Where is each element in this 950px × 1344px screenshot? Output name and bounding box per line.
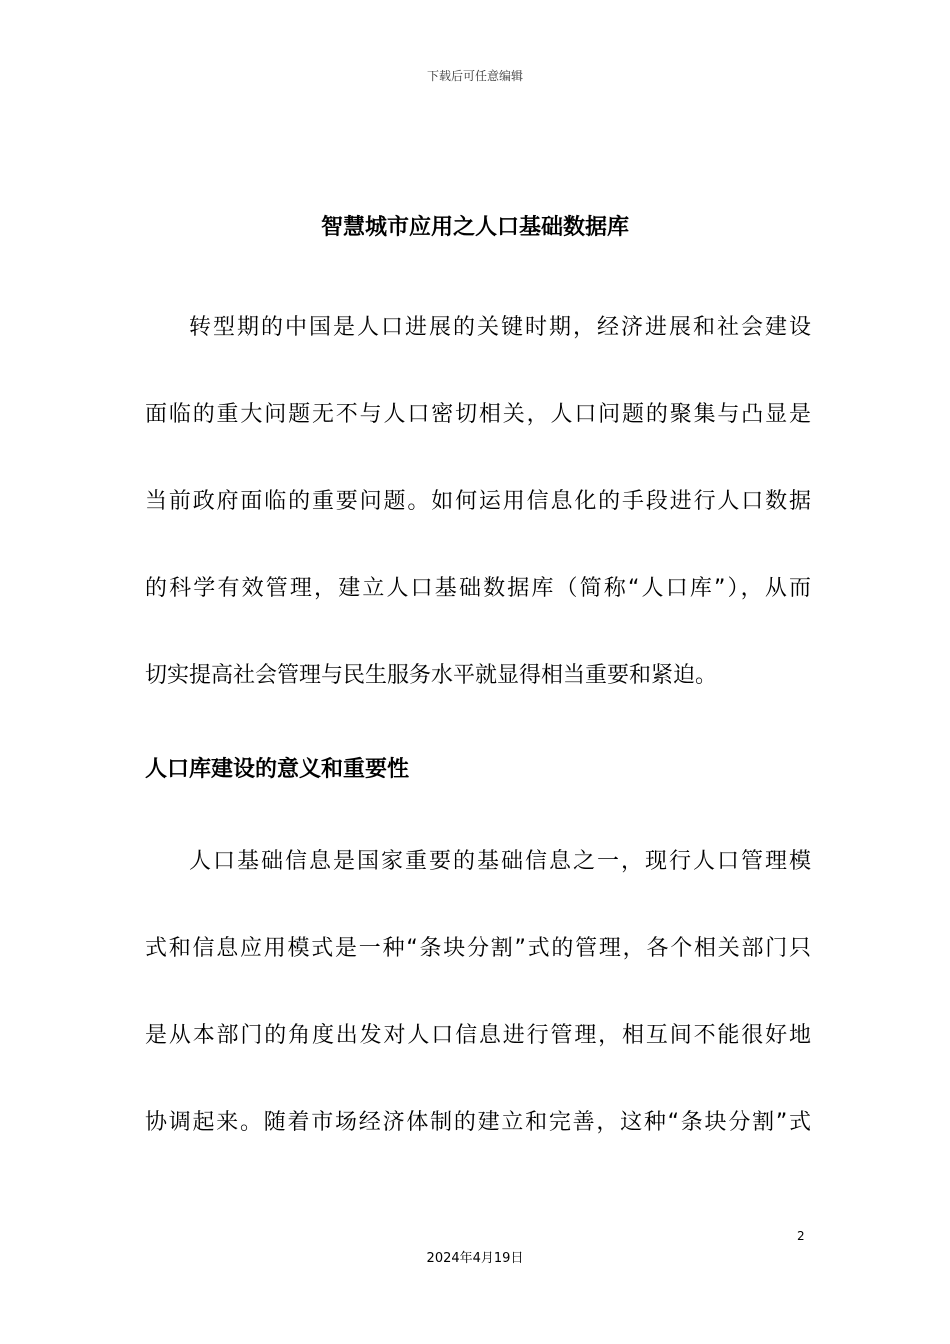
page-number: 2 [797,1229,805,1243]
paragraph-line: 面临的重大问题无不与人口密切相关，人口问题的聚集与凸显是 [145,402,811,427]
paragraph-line: 当前政府面临的重要问题。如何运用信息化的手段进行人口数据 [145,489,811,514]
paragraph-line: 是从本部门的角度出发对人口信息进行管理，相互间不能很好地 [145,1023,811,1048]
paragraph-line: 协调起来。随着市场经济体制的建立和完善，这种“条块分割”式 [145,1110,811,1135]
paragraph-intro [145,284,811,719]
paragraph-line: 的科学有效管理，建立人口基础数据库（简称“人口库”），从而 [145,576,811,601]
paragraph-line: 式和信息应用模式是一种“条块分割”式的管理，各个相关部门只 [145,936,811,961]
section-heading: 人口库建设的意义和重要性 [145,757,410,782]
paragraph-line: 人口基础信息是国家重要的基础信息之一，现行人口管理模 [189,849,811,874]
header-note: 下载后可任意编辑 [426,69,523,83]
paragraph-line: 转型期的中国是人口进展的关键时期，经济进展和社会建设 [189,315,811,340]
paragraph-line: 切实提高社会管理与民生服务水平就显得相当重要和紧迫。 [145,663,718,688]
footer-date: 2024年4月19日 [426,1251,524,1266]
paragraph-significance [145,818,811,1166]
document-title: 智慧城市应用之人口基础数据库 [320,215,629,240]
